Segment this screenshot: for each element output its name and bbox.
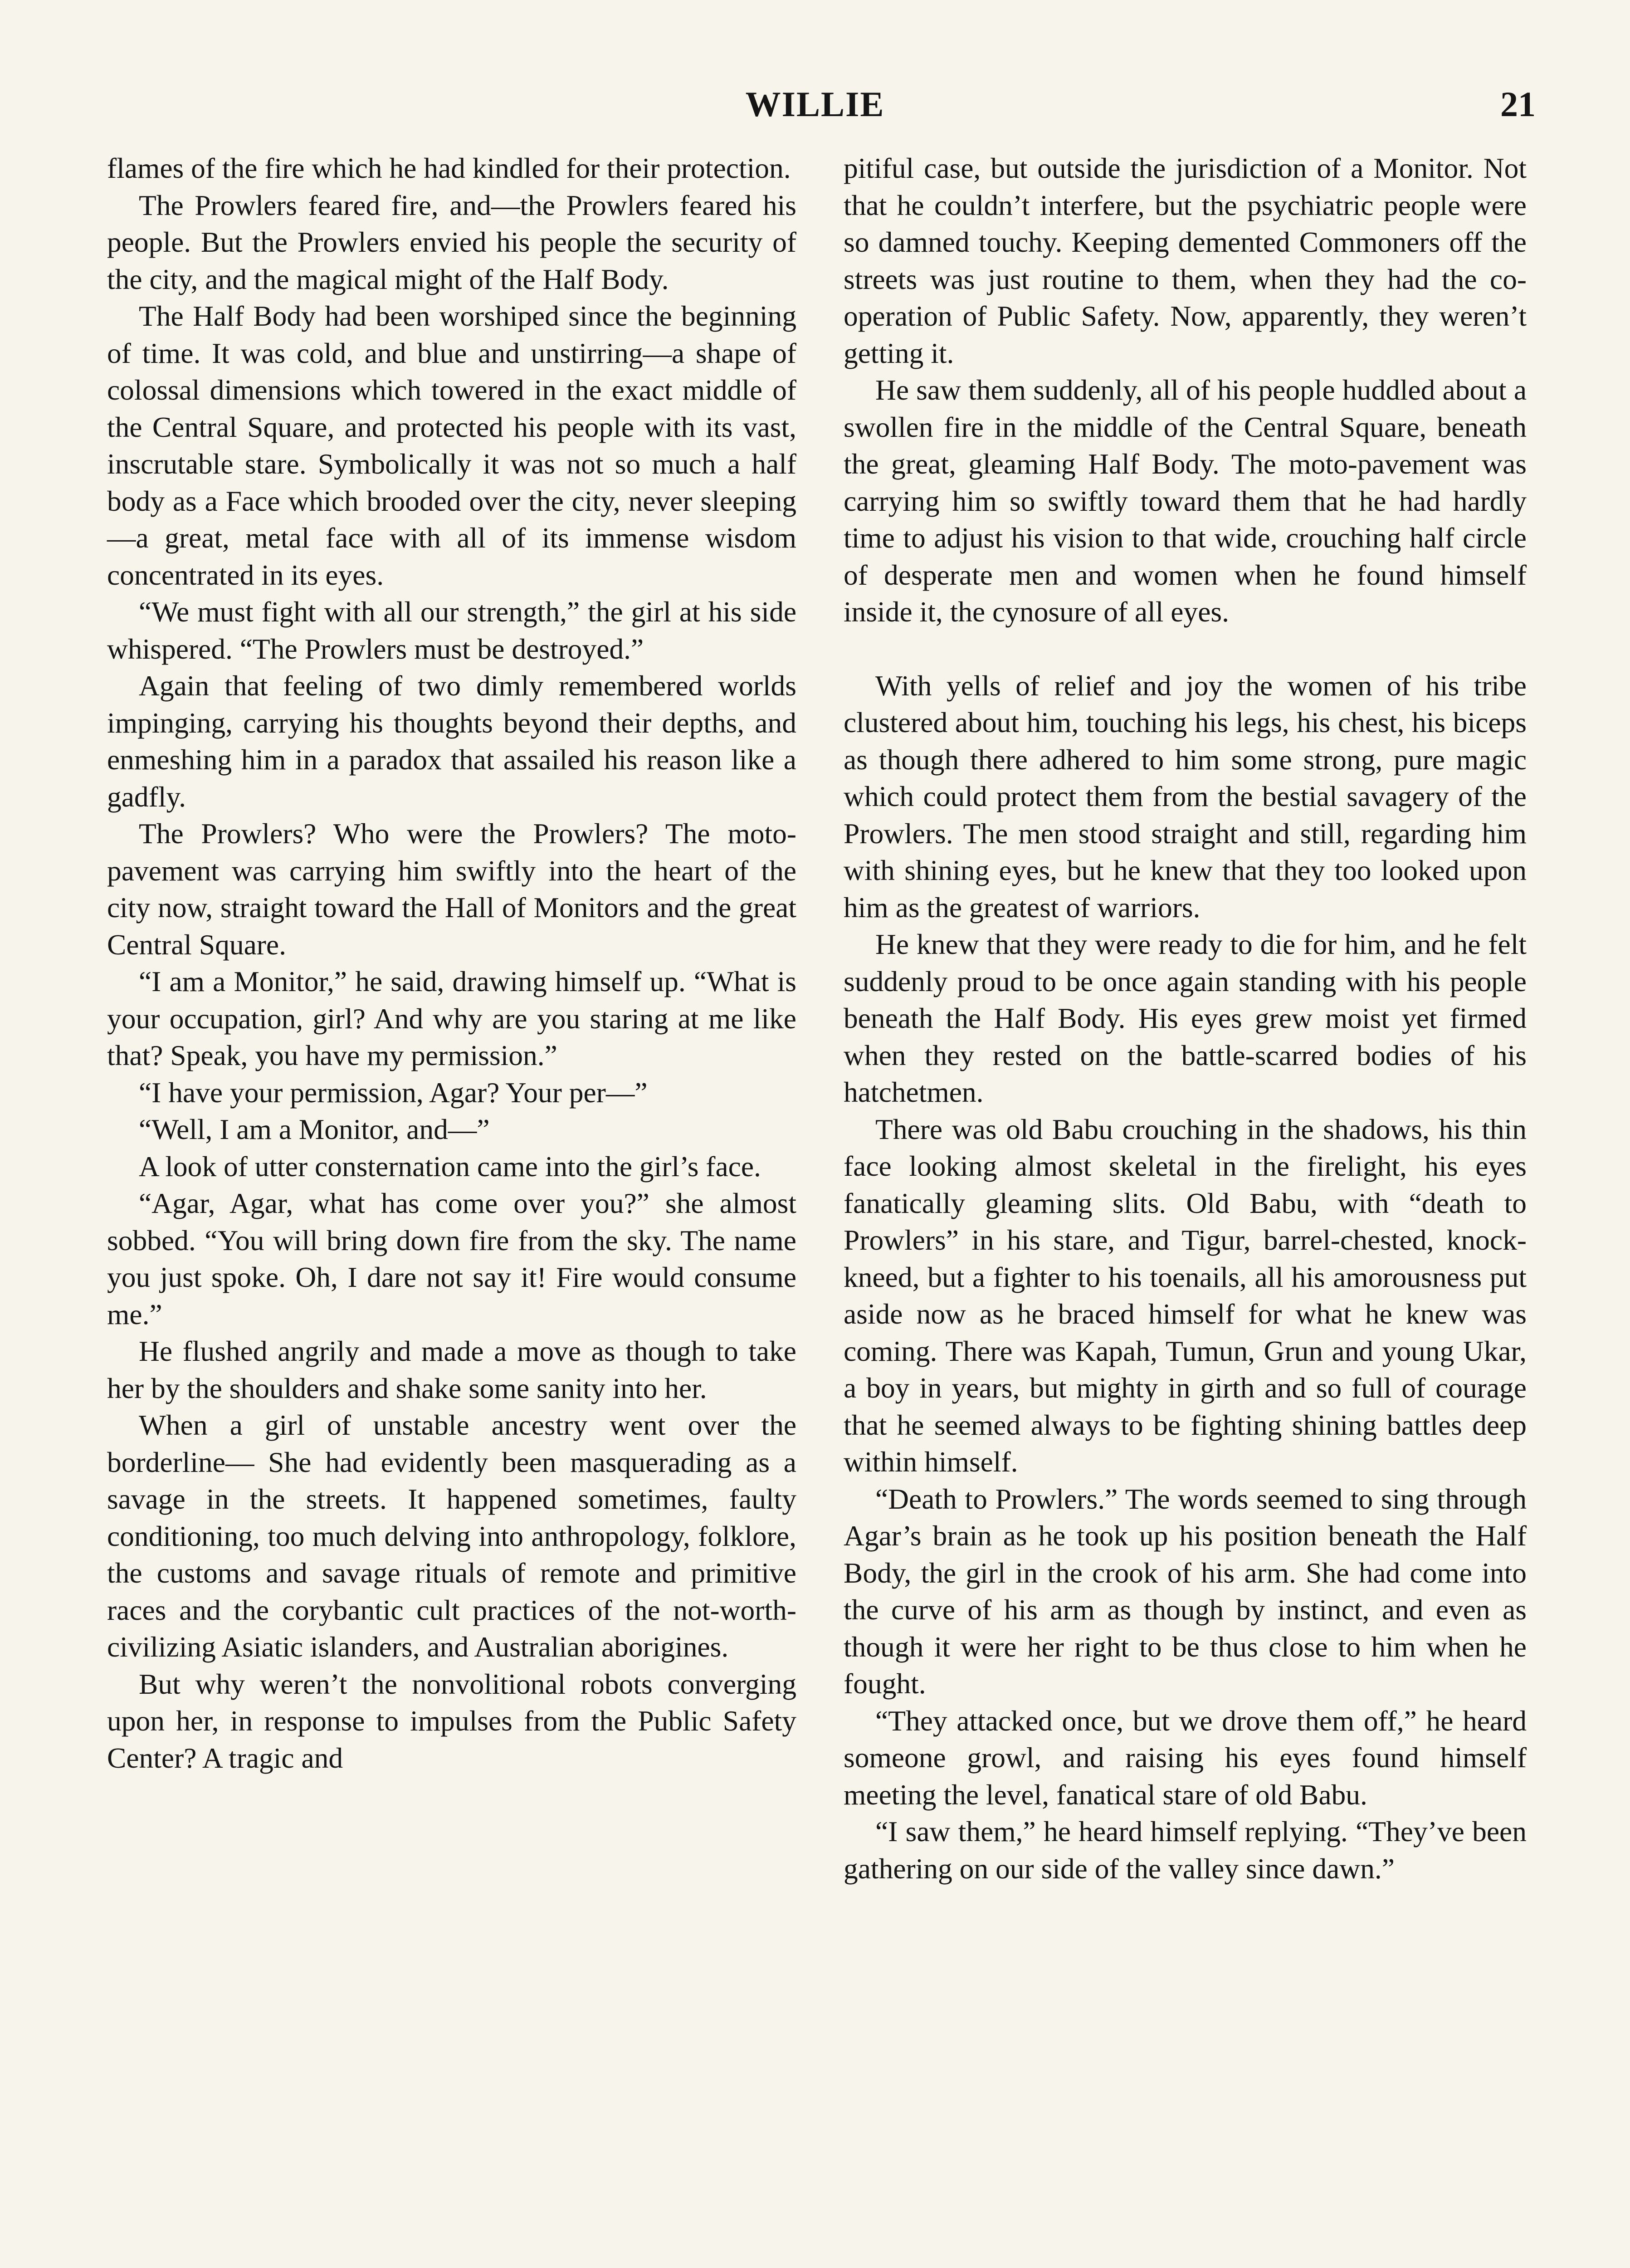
paragraph: With yells of relief and joy the women of his tribe clustered about him, touching his legs, his chest, his biceps as though there adhered to him some strong, pure magic which could protect them from the bestial savagery of the Prowlers. The men stood straight and still, regarding him with shining eyes, but he knew that they too looked upon him as the greatest of warriors. xyxy=(844,669,1527,924)
paragraph: “I have your permission, Agar? Your per—” xyxy=(139,1076,648,1109)
paragraph: Again that feeling of two dimly remembered worlds impinging, carrying his thoughts beyond their depths, and enmeshing him in a paradox that assailed his reason like a gadfly. xyxy=(107,670,796,813)
paragraph: pitiful case, but outside the jurisdiction of a Monitor. Not that he couldn’t interfere, but the psychiatric people were so damned touchy. Keeping demented Commoners off the streets was just routine to them, when they had the co-operation of Public Safety. Now, apparently, they weren’t getting it. xyxy=(844,152,1527,369)
left-column xyxy=(107,150,796,1776)
paragraph: There was old Babu crouching in the shadows, his thin face looking almost skeletal in the firelight, his eyes fanatically gleaming slits. Old Babu, with “death to Prowlers” in his stare, and Tigur, barrel-chested, knock-kneed, but a fighter to his toenails, all his amorousness put aside now as he braced himself for what he knew was coming. There was Kapah, Tumun, Grun and young Ukar, a boy in years, but mighty in girth and so full of courage that he seemed always to be fighting shining battles deep within himself. xyxy=(844,1113,1527,1478)
paragraph: “Death to Prowlers.” The words seemed to sing through Agar’s brain as he took up his position beneath the Half Body, the girl in the crook of his arm. She had come into the curve of his arm as though by instinct, and even as though it were her right to be thus close to him when he fought. xyxy=(844,1482,1527,1700)
paragraph: “Well, I am a Monitor, and—” xyxy=(139,1113,490,1145)
paragraph: A look of utter consternation came into the girl’s face. xyxy=(139,1150,761,1183)
paragraph: “I am a Monitor,” he said, drawing himself up. “What is your occupation, girl? And why are you staring at me like that? Speak, you have my permission.” xyxy=(107,965,796,1071)
paragraph: He knew that they were ready to die for him, and he felt suddenly proud to be once again standing with his people beneath the Half Body. His eyes grew moist yet firmed when they rested on the battle-scarred bodies of his hatchetmen. xyxy=(844,928,1527,1108)
page-number: 21 xyxy=(1500,84,1536,124)
running-title: WILLIE xyxy=(745,84,885,124)
page-header xyxy=(0,84,1630,129)
paragraph: The Half Body had been worshiped since the beginning of time. It was cold, and blue and unstirring—a shape of colossal dimensions which towered in the exact middle of the Central Square, and protected his people with its vast, inscrutable stare. Symbolically it was not so much a half body as a Face which brooded over the city, never sleeping—a great, metal face with all of its immense wisdom concentrated in its eyes. xyxy=(107,300,796,591)
paragraph: The Prowlers feared fire, and—the Prowlers feared his people. But the Prowlers envied his people the security of the city, and the magical might of the Half Body. xyxy=(107,189,796,295)
paragraph: “We must fight with all our strength,” the girl at his side whispered. “The Prowlers must be destroyed.” xyxy=(107,596,796,665)
paragraph: He saw them suddenly, all of his people huddled about a swollen fire in the middle of the Central Square, beneath the great, gleaming Half Body. The moto-pavement was carrying him so swiftly toward them that he had hardly time to adjust his vision to that wide, crouching half circle of desperate men and women when he found himself inside it, the cynosure of all eyes. xyxy=(844,374,1527,628)
paragraph: “Agar, Agar, what has come over you?” she almost sobbed. “You will bring down fire from the sky. The name you just spoke. Oh, I dare not say it! Fire would consume me.” xyxy=(107,1187,796,1330)
paragraph: “They attacked once, but we drove them off,” he heard someone growl, and raising his eyes found himself meeting the level, fanatical stare of old Babu. xyxy=(844,1704,1527,1811)
paragraph: But why weren’t the nonvolitional robots converging upon her, in response to impulses from the Public Safety Center? A tragic and xyxy=(107,1667,796,1774)
paragraph: “I saw them,” he heard himself replying. “They’ve been gathering on our side of the valley since dawn.” xyxy=(844,1815,1527,1885)
paragraph: flames of the fire which he had kindled for their protection. xyxy=(107,152,791,184)
paragraph: When a girl of unstable ancestry went over the borderline— She had evidently been masquerading as a savage in the streets. It happened sometimes, faulty conditioning, too much delving into anthropology, folklore, the customs and savage rituals of remote and primitive races and the corybantic cult practices of the not-worth-civilizing Asiatic islanders, and Australian aborigines. xyxy=(107,1409,796,1663)
paragraph: He flushed angrily and made a move as though to take her by the shoulders and shake some sanity into her. xyxy=(107,1335,796,1404)
paragraph: The Prowlers? Who were the Prowlers? The moto-pavement was carrying him swiftly into the heart of the city now, straight toward the Hall of Monitors and the great Central Square. xyxy=(107,817,796,961)
right-column xyxy=(844,150,1527,1887)
